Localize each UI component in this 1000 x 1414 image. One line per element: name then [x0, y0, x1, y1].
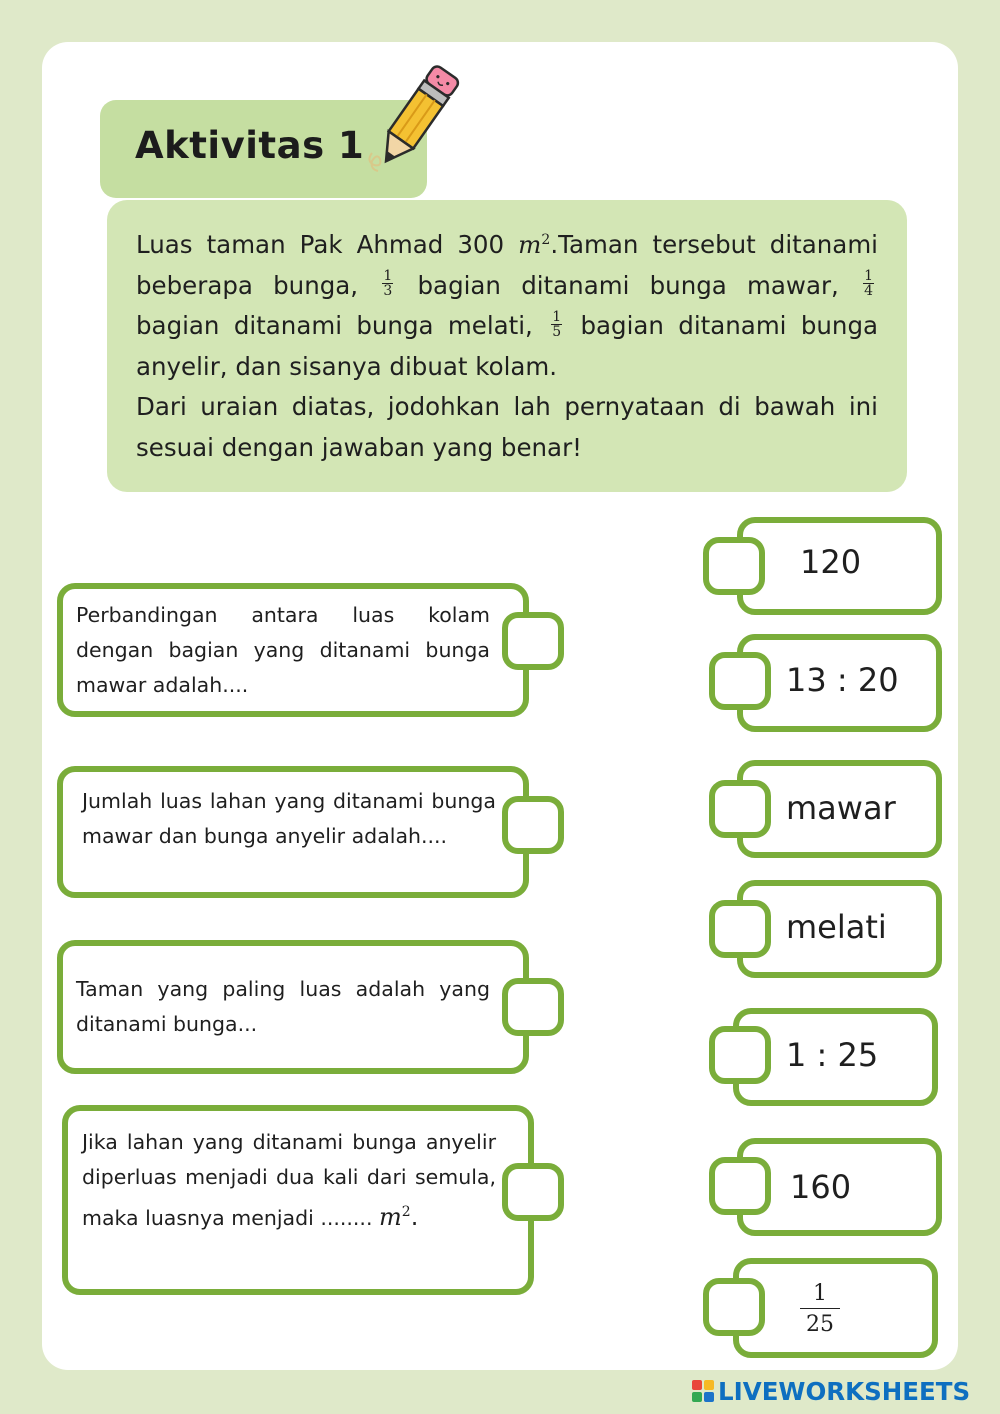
- fraction-one-fifth: $\frac{1}{5}$: [552, 308, 562, 340]
- answer-2-match-slot[interactable]: [709, 652, 771, 710]
- answer-fraction-num: 1: [800, 1280, 840, 1309]
- problem-part: bagian ditanami bunga melati,: [136, 311, 533, 341]
- problem-part: bagian ditanami bunga mawar,: [417, 270, 839, 300]
- question-text-4: [82, 1125, 496, 1236]
- unit-exp: 2: [541, 232, 551, 248]
- fraction-one-quarter: $\frac{1}{4}$: [864, 268, 873, 300]
- problem-part: bagian ditanami bunga anyelir, dan sisanya dibuat kolam.: [136, 311, 879, 381]
- answer-text-3: mawar: [786, 789, 896, 827]
- question-text-1: Perbandingan antara luas kolam dengan bagian yang ditanami bunga mawar adalah....: [76, 603, 490, 697]
- pencil-icon: [360, 55, 475, 180]
- fraction-one-third: $\frac{1}{3}$: [383, 268, 393, 300]
- unit-exp: 2: [401, 1204, 411, 1220]
- problem-part: Luas taman Pak Ahmad 300: [136, 230, 505, 260]
- answer-fraction: [800, 1280, 840, 1338]
- answer-1-match-slot[interactable]: [703, 537, 765, 595]
- question-4-body: Jika lahan yang ditanami bunga anyelir diperluas menjadi dua kali dari semula, maka luasnya menjadi: [82, 1130, 496, 1230]
- question-2-match-slot[interactable]: [502, 796, 564, 854]
- page-title: Aktivitas 1: [135, 124, 365, 167]
- problem-statement: [136, 220, 878, 387]
- answer-text-5: 1 : 25: [786, 1036, 879, 1074]
- answer-3-match-slot[interactable]: [709, 780, 771, 838]
- question-4-unit: [379, 1203, 411, 1231]
- footer-brand: [692, 1374, 970, 1408]
- instruction-text: Dari uraian diatas, jodohkan lah pernyataan di bawah ini sesuai dengan jawaban yang benar!: [136, 392, 878, 462]
- question-4-match-slot[interactable]: [502, 1163, 564, 1221]
- brand-name[interactable]: LIVEWORKSHEETS: [718, 1376, 971, 1406]
- answer-text-2: 13 : 20: [786, 661, 899, 699]
- unit-var: m: [518, 230, 542, 260]
- question-4-end: .: [410, 1203, 419, 1231]
- answer-4-match-slot[interactable]: [709, 900, 771, 958]
- answer-fraction-den: 25: [806, 1312, 834, 1337]
- unit-var: m: [379, 1203, 402, 1231]
- answer-5-match-slot[interactable]: [709, 1026, 771, 1084]
- question-text-2: Jumlah luas lahan yang ditanami bunga mawar dan bunga anyelir adalah....: [82, 789, 496, 848]
- answer-text-1: 120: [800, 543, 862, 581]
- question-4-blank: ........: [320, 1206, 373, 1230]
- answer-text-6: 160: [790, 1168, 852, 1206]
- question-3-match-slot[interactable]: [502, 978, 564, 1036]
- question-1-match-slot[interactable]: [502, 612, 564, 670]
- problem-part: .Taman tersebut ditanami beberapa bunga,: [136, 230, 878, 300]
- question-text-3: Taman yang paling luas adalah yang ditanami bunga...: [76, 977, 490, 1036]
- answer-6-match-slot[interactable]: [709, 1157, 771, 1215]
- answer-7-match-slot[interactable]: [703, 1278, 765, 1336]
- unit-m2: [518, 230, 550, 259]
- answer-text-4: melati: [786, 908, 887, 946]
- problem-text: [136, 220, 878, 468]
- liveworksheets-logo-icon: [692, 1380, 714, 1402]
